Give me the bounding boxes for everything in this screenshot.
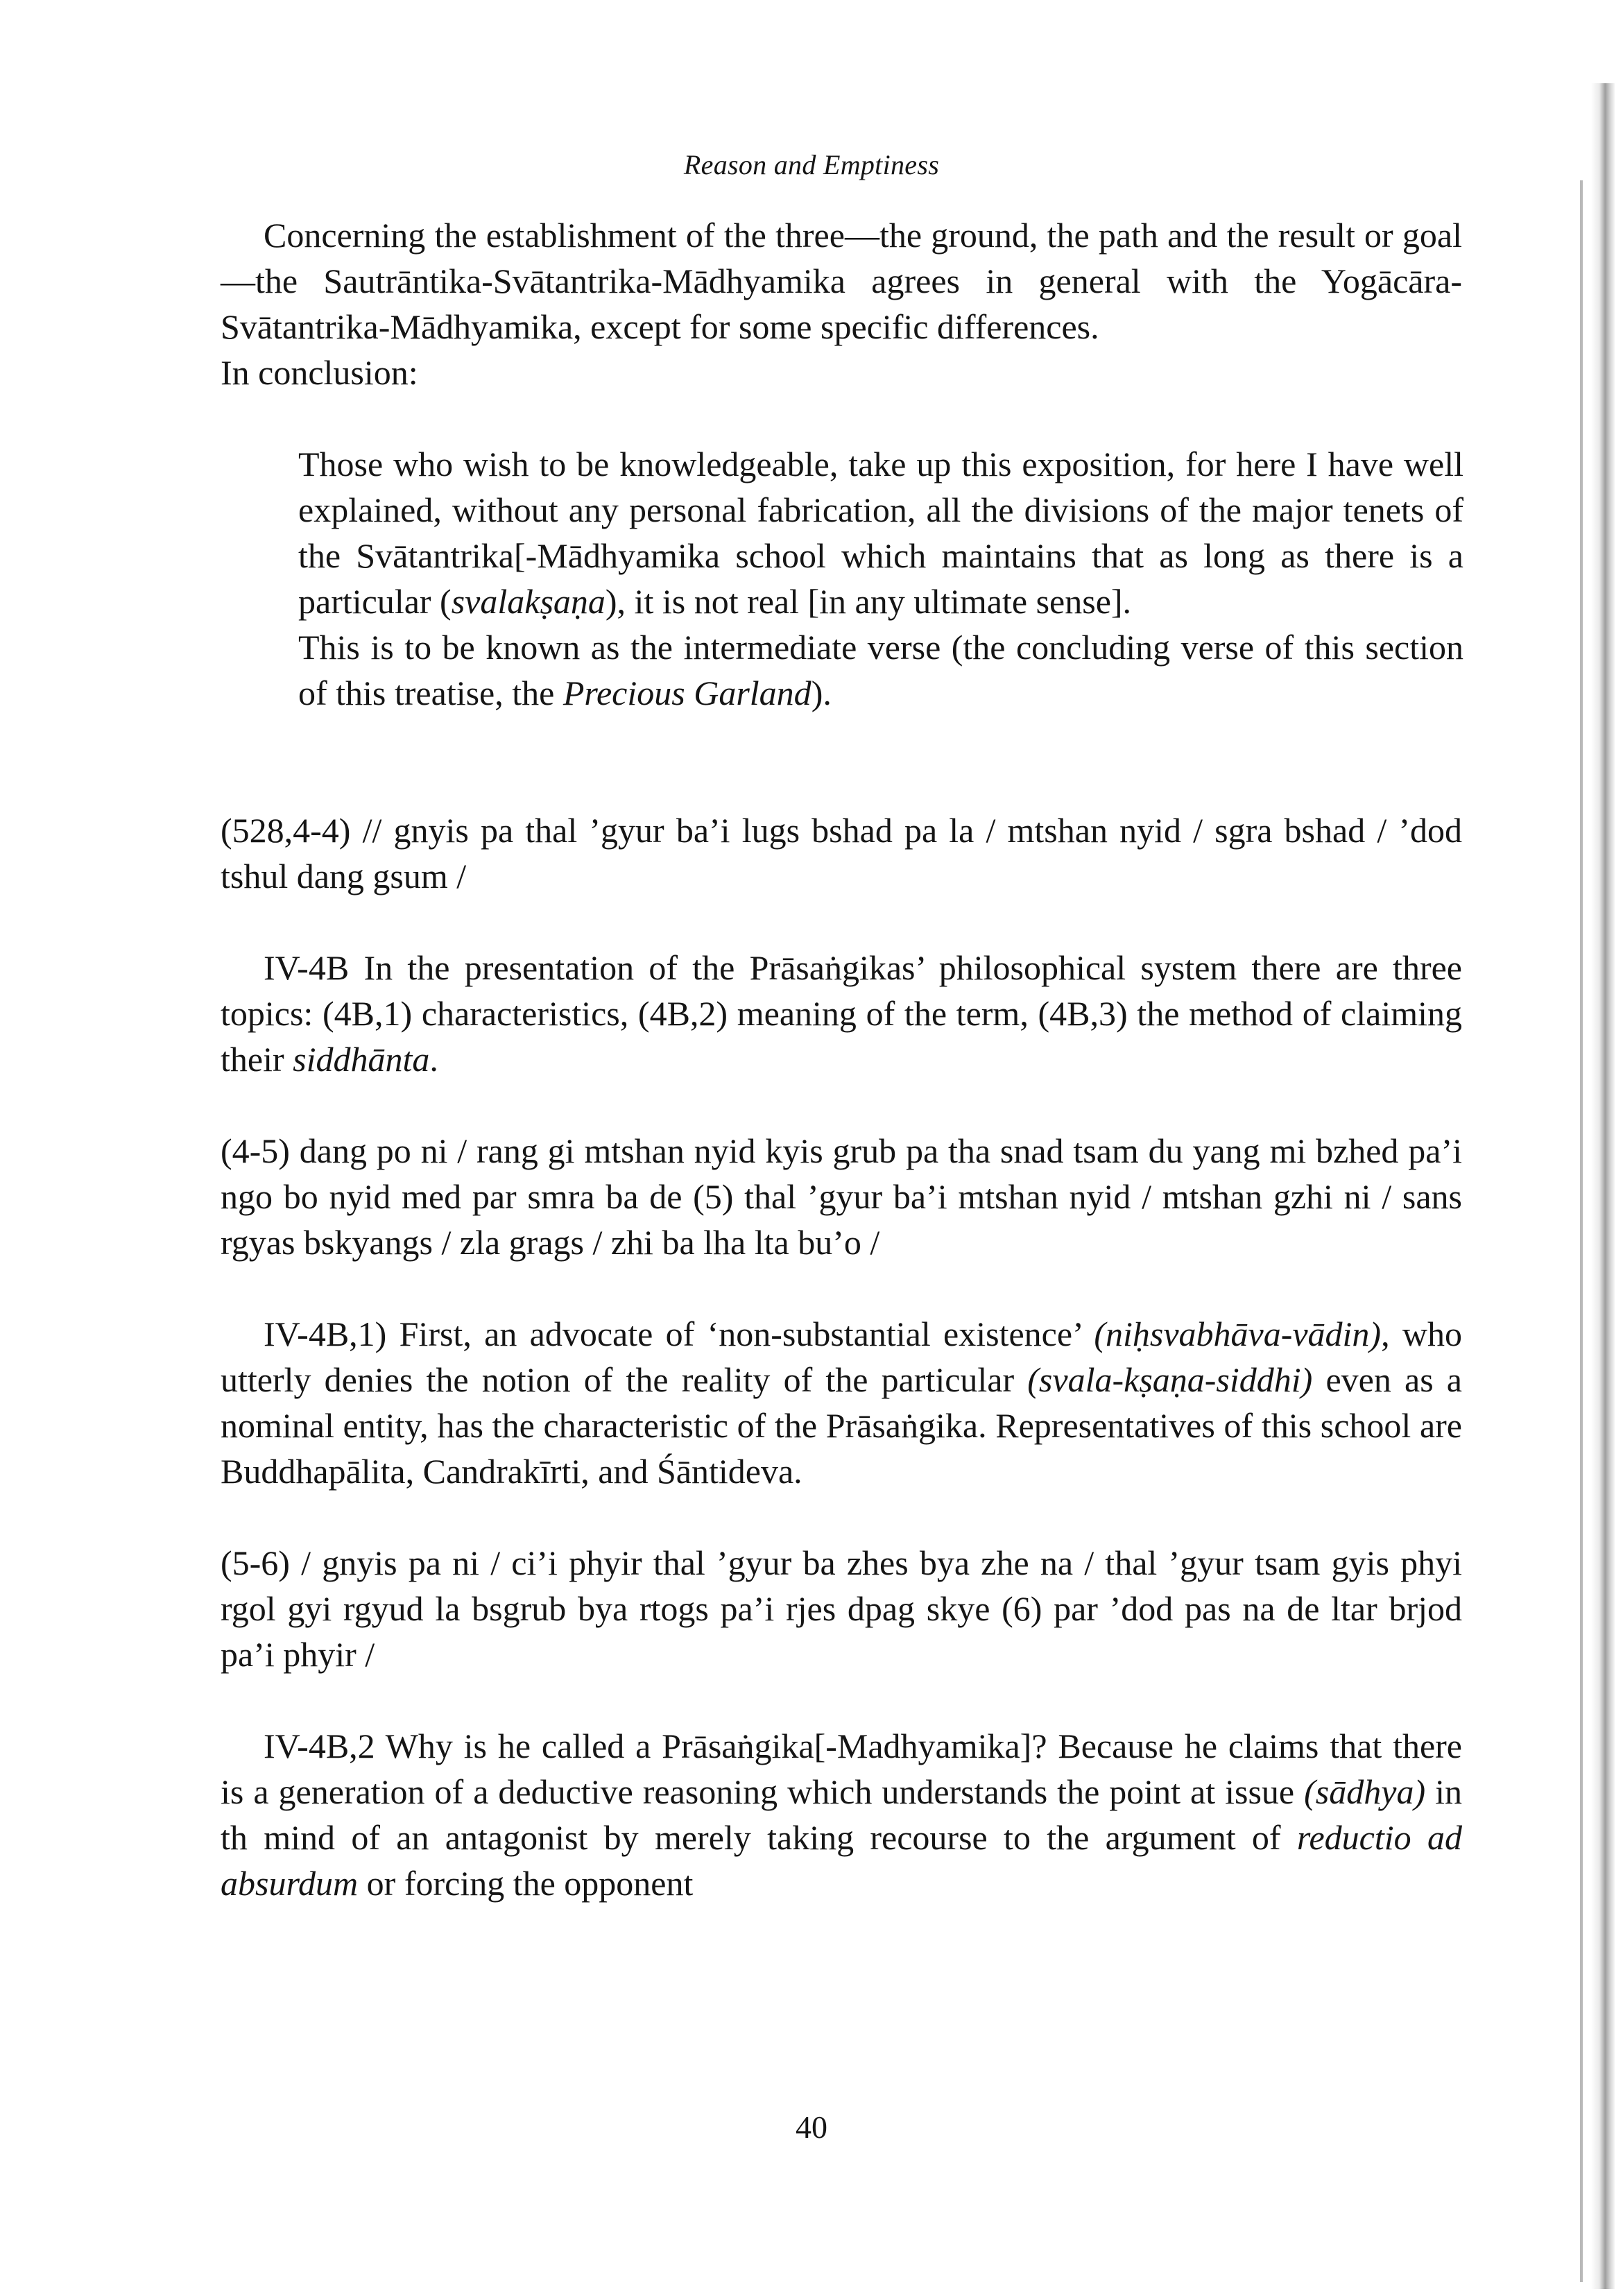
- verse-note: [298, 624, 1463, 716]
- iv-4b-2-term-1: (sādhya): [1304, 1772, 1426, 1811]
- verse-text: [298, 441, 1463, 624]
- verse-note-title: Precious Garland: [563, 674, 812, 712]
- paragraph-iv-4b-2: [221, 1723, 1462, 1906]
- iv-4b-text: IV-4B In the presentation of the Prāsaṅgikas’ philosophical system there are three topics: (4B,1) characteristics, (4B,2) meaning of the term, (4B,3) the method of claiming their: [221, 948, 1462, 1079]
- conclusion-label: In conclusion:: [221, 353, 418, 392]
- iv-4b-1-text-a: IV-4B,1) First, an advocate of ‘non-substantial existence’: [264, 1314, 1094, 1353]
- verse-note-text: This is to be known as the intermediate verse (the concluding verse of this section of this treatise, the: [298, 628, 1463, 712]
- paragraph-iv-4b-1: [221, 1311, 1462, 1494]
- binding-shadow-line: [1580, 180, 1583, 2282]
- iv-4b-end: .: [429, 1040, 438, 1079]
- iv-4b-term: siddhānta: [293, 1040, 430, 1079]
- verse-part-1: Those who wish to be knowledgeable, take up this exposition, for here I have well explained, without any personal fabrication, all the divisions of the major tenets of the Svātantrika[-Mādhyamika school which maintains that as long as there is a particular (: [298, 445, 1463, 621]
- iv-4b-1-term-1: (niḥsvabhāva-vādin): [1094, 1314, 1382, 1353]
- iv-4b-2-text-a: IV-4B,2 Why is he called a Prāsaṅgika[-Madhyamika]? Because he claims that there is a generation of a deductive reasoning which understands the point at issue: [221, 1727, 1462, 1811]
- concluding-verse-block: [298, 441, 1463, 716]
- iv-4b-1-text-c: even as a nominal entity, has the characteristic of the Prāsaṅgika. Representatives of this school are Buddhapālita, Candrakīrti, and Śāntideva.: [221, 1360, 1462, 1491]
- tibetan-4-5: (4-5) dang po ni / rang gi mtshan nyid kyis grub pa tha snad tsam du yang mi bzhed pa’i ngo bo nyid med par smra ba de (5) thal ’gyur ba’i mtshan nyid / mtshan gzhi ni / sans rgyas bskyangs / zla grags / zhi ba lha lta bu’o /: [221, 1131, 1462, 1262]
- iv-4b-1-text-b: , who utterly denies the notion of the reality of the particular: [221, 1314, 1463, 1399]
- binding-edge: [1591, 83, 1615, 2289]
- verse-note-end: ).: [811, 674, 832, 712]
- paragraph-three-topics: Concerning the establishment of the three—the ground, the path and the result or goal—the Sautrāntika-Svātantrika-Mādhyamika agrees in general with the Yogācāra-Svātantrika-Mādhyamika, except for some specific differences.: [221, 216, 1462, 346]
- iv-4b-2-term-2: reductio ad absurdum: [221, 1818, 1462, 1903]
- tibetan-528-4-4: (528,4-4) // gnyis pa thal ’gyur ba’i lugs bshad pa la / mtshan nyid / sgra bshad / ’dod tshul dang gsum /: [221, 811, 1462, 896]
- verse-part-2: ), it is not real [in any ultimate sense].: [605, 582, 1132, 621]
- iv-4b-2-text-b: in th mind of an antagonist by merely taking recourse to the argument of: [221, 1772, 1462, 1857]
- page-number: 40: [796, 2109, 827, 2145]
- opening-section: [221, 212, 1462, 395]
- verse-term: svalakṣaṇa: [451, 582, 606, 621]
- main-section: [221, 807, 1462, 1906]
- tibetan-5-6: (5-6) / gnyis pa ni / ci’i phyir thal ’gyur ba zhes bya zhe na / thal ’gyur tsam gyis phyi rgol gyi rgyud la bsgrub bya rtogs pa’i rjes dpag skye (6) par ’dod pas na de ltar brjod pa’i phyir /: [221, 1543, 1462, 1674]
- iv-4b-2-text-c: or forcing the opponent: [358, 1864, 694, 1903]
- running-head: Reason and Emptiness: [683, 149, 940, 180]
- paragraph-iv-4b: [221, 945, 1462, 1082]
- iv-4b-1-term-2: (svala-kṣaṇa-siddhi): [1027, 1360, 1313, 1399]
